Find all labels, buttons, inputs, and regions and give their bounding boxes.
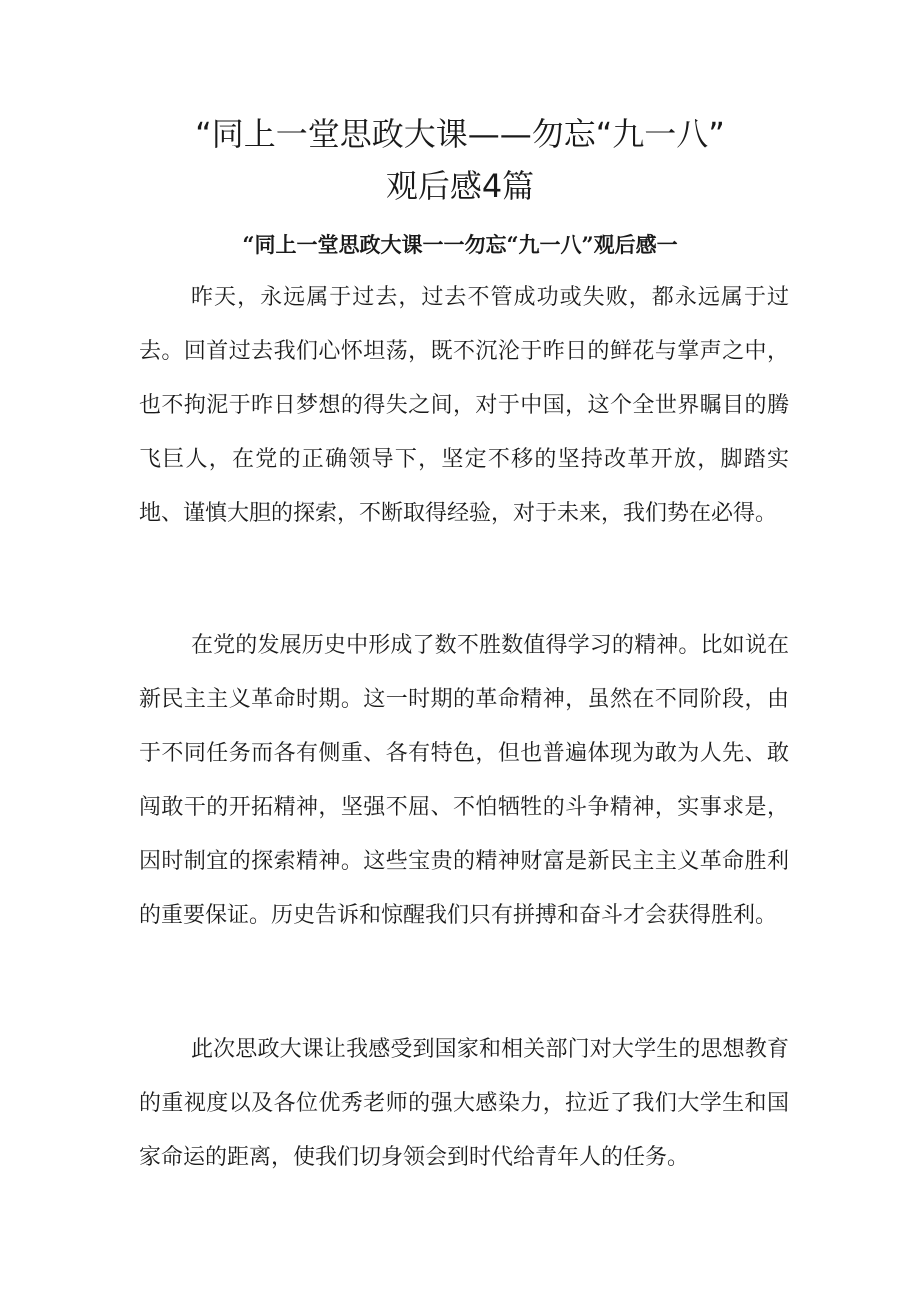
section-heading: “同上一堂思政大课一一勿忘“九一八”观后感一	[242, 232, 678, 257]
body-paragraph-2: 在党的发展历史中形成了数不胜数值得学习的精神。比如说在新民主主义革命时期。这一时期的革命精神，虽然在不同阶段，由于不同任务而各有侧重、各有特色，但也普遍体现为敢为人先、敢闯敢干的开拓精神，坚强不屈、不怕牺牲的斗争精神，实事求是，因时制宜的探索精神。这些宝贵的精神财富是新民主主义革命胜利的重要保证。历史告诉和惊醒我们只有拼搏和奋斗才会获得胜利。	[139, 633, 789, 928]
document-title-line-2: 观后感4篇	[385, 167, 535, 205]
body-paragraph-3: 此次思政大课让我感受到国家和相关部门对大学生的思想教育的重视度以及各位优秀老师的强大感染力，拉近了我们大学生和国家命运的距离，使我们切身领会到时代给青年人的任务。	[139, 1037, 789, 1170]
body-paragraph-1: 昨天，永远属于过去，过去不管成功或失败，都永远属于过去。回首过去我们心怀坦荡，既不沉沦于昨日的鲜花与掌声之中，也不拘泥于昨日梦想的得失之间，对于中国，这个全世界瞩目的腾飞巨人，在党的正确领导下，坚定不移的坚持改革开放，脚踏实地、谨慎大胆的探索，不断取得经验，对于未来，我们势在必得。	[139, 285, 789, 526]
document-title-line-1: “同上一堂思政大课——勿忘“九一八”	[195, 115, 725, 153]
